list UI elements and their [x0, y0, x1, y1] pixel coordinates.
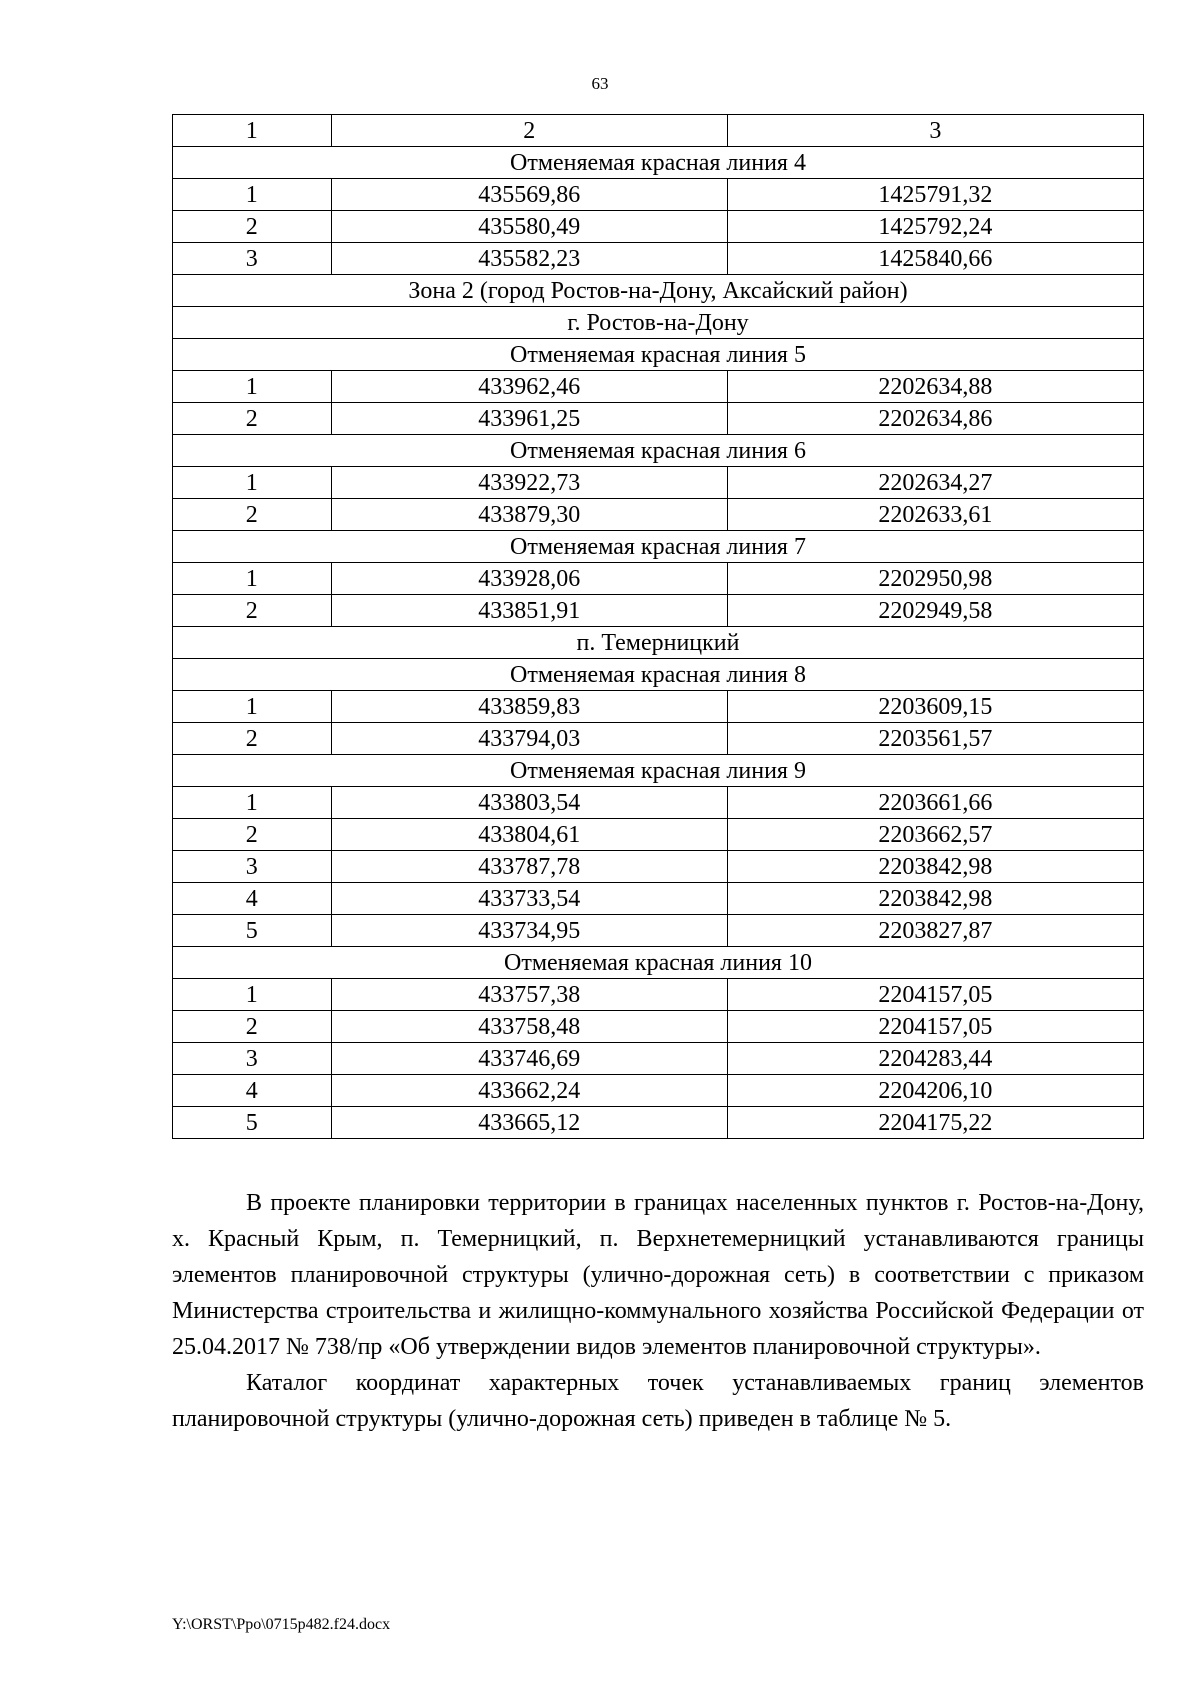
- y-coordinate-cell: 2202634,88: [727, 371, 1143, 403]
- point-number-cell: 5: [173, 1107, 332, 1139]
- table-row: [173, 979, 1144, 1011]
- x-coordinate-cell: 433961,25: [331, 403, 727, 435]
- section-title: Отменяемая красная линия 6: [173, 435, 1144, 467]
- y-coordinate-cell: 2204157,05: [727, 979, 1143, 1011]
- x-coordinate-cell: 433757,38: [331, 979, 727, 1011]
- table-row: [173, 563, 1144, 595]
- table-row: [173, 851, 1144, 883]
- section-title: Отменяемая красная линия 4: [173, 147, 1144, 179]
- paragraph-coordinates-catalog: Каталог координат характерных точек устанавливаемых границ элементов планировочной структуры (улично-дорожная сеть) приведен в таблице № 5.: [172, 1370, 1144, 1432]
- x-coordinate-cell: 433879,30: [331, 499, 727, 531]
- section-row: [173, 659, 1144, 691]
- section-row: [173, 307, 1144, 339]
- x-coordinate-cell: 433787,78: [331, 851, 727, 883]
- section-row: [173, 339, 1144, 371]
- table-row: [173, 1075, 1144, 1107]
- section-row: [173, 755, 1144, 787]
- table-row: [173, 595, 1144, 627]
- x-coordinate-cell: 433859,83: [331, 691, 727, 723]
- point-number-cell: 1: [173, 563, 332, 595]
- point-number-cell: 1: [173, 371, 332, 403]
- point-number-cell: 1: [173, 787, 332, 819]
- y-coordinate-cell: 2204283,44: [727, 1043, 1143, 1075]
- y-coordinate-cell: 2202949,58: [727, 595, 1143, 627]
- table-row: [173, 723, 1144, 755]
- section-row: [173, 531, 1144, 563]
- point-number-cell: 4: [173, 1075, 332, 1107]
- section-row: [173, 435, 1144, 467]
- y-coordinate-cell: 2203842,98: [727, 883, 1143, 915]
- table-row: [173, 1107, 1144, 1139]
- y-coordinate-cell: 1425791,32: [727, 179, 1143, 211]
- section-title: Зона 2 (город Ростов-на-Дону, Аксайский район): [173, 275, 1144, 307]
- table-row: [173, 1011, 1144, 1043]
- table-row: [173, 179, 1144, 211]
- point-number-cell: 1: [173, 179, 332, 211]
- point-number-cell: 3: [173, 1043, 332, 1075]
- section-row: [173, 275, 1144, 307]
- table-header-row: [173, 115, 1144, 147]
- y-coordinate-cell: 2203662,57: [727, 819, 1143, 851]
- point-number-cell: 4: [173, 883, 332, 915]
- point-number-cell: 2: [173, 499, 332, 531]
- section-title: п. Темерницкий: [173, 627, 1144, 659]
- point-number-cell: 1: [173, 467, 332, 499]
- table-row: [173, 883, 1144, 915]
- table-row: [173, 371, 1144, 403]
- point-number-cell: 5: [173, 915, 332, 947]
- x-coordinate-cell: 433851,91: [331, 595, 727, 627]
- x-coordinate-cell: 433794,03: [331, 723, 727, 755]
- y-coordinate-cell: 2203842,98: [727, 851, 1143, 883]
- x-coordinate-cell: 433803,54: [331, 787, 727, 819]
- y-coordinate-cell: 2203609,15: [727, 691, 1143, 723]
- x-coordinate-cell: 433733,54: [331, 883, 727, 915]
- table-row: [173, 1043, 1144, 1075]
- table-row: [173, 467, 1144, 499]
- point-number-cell: 1: [173, 979, 332, 1011]
- section-title: Отменяемая красная линия 10: [173, 947, 1144, 979]
- point-number-cell: 3: [173, 243, 332, 275]
- y-coordinate-cell: 2204175,22: [727, 1107, 1143, 1139]
- y-coordinate-cell: 1425840,66: [727, 243, 1143, 275]
- y-coordinate-cell: 2202950,98: [727, 563, 1143, 595]
- point-number-cell: 2: [173, 819, 332, 851]
- y-coordinate-cell: 2202634,86: [727, 403, 1143, 435]
- point-number-cell: 2: [173, 595, 332, 627]
- y-coordinate-cell: 2204206,10: [727, 1075, 1143, 1107]
- x-coordinate-cell: 433734,95: [331, 915, 727, 947]
- table-row: [173, 243, 1144, 275]
- column-header-number: 1: [173, 115, 332, 147]
- section-title: Отменяемая красная линия 7: [173, 531, 1144, 563]
- table-row: [173, 211, 1144, 243]
- section-title: Отменяемая красная линия 9: [173, 755, 1144, 787]
- table-row: [173, 691, 1144, 723]
- page-number: 63: [591, 74, 609, 93]
- x-coordinate-cell: 433928,06: [331, 563, 727, 595]
- coordinates-table-body: [173, 115, 1144, 1139]
- y-coordinate-cell: 2202634,27: [727, 467, 1143, 499]
- point-number-cell: 3: [173, 851, 332, 883]
- table-row: [173, 915, 1144, 947]
- x-coordinate-cell: 433758,48: [331, 1011, 727, 1043]
- x-coordinate-cell: 433746,69: [331, 1043, 727, 1075]
- x-coordinate-cell: 435582,23: [331, 243, 727, 275]
- x-coordinate-cell: 433922,73: [331, 467, 727, 499]
- point-number-cell: 2: [173, 211, 332, 243]
- paragraph-planning-project: В проекте планировки территории в границах населенных пунктов г. Ростов-на-Дону, х. Красный Крым, п. Темерницкий, п. Верхнетемерницкий устанавливаются границы элементов планировочной структуры (улично-дорожная сеть) в соответствии с приказом Министерства строительства и жилищно-коммунального хозяйства Российской Федерации от 25.04.2017 № 738/пр «Об утверждении видов элементов планировочной структуры».: [172, 1190, 1144, 1360]
- point-number-cell: 2: [173, 723, 332, 755]
- coordinates-table: [172, 114, 1144, 1139]
- table-row: [173, 403, 1144, 435]
- column-header-y: 3: [727, 115, 1143, 147]
- x-coordinate-cell: 433662,24: [331, 1075, 727, 1107]
- y-coordinate-cell: 2203827,87: [727, 915, 1143, 947]
- x-coordinate-cell: 433665,12: [331, 1107, 727, 1139]
- x-coordinate-cell: 433962,46: [331, 371, 727, 403]
- y-coordinate-cell: 2204157,05: [727, 1011, 1143, 1043]
- y-coordinate-cell: 1425792,24: [727, 211, 1143, 243]
- y-coordinate-cell: 2202633,61: [727, 499, 1143, 531]
- point-number-cell: 2: [173, 403, 332, 435]
- point-number-cell: 2: [173, 1011, 332, 1043]
- section-title: Отменяемая красная линия 5: [173, 339, 1144, 371]
- x-coordinate-cell: 435580,49: [331, 211, 727, 243]
- y-coordinate-cell: 2203561,57: [727, 723, 1143, 755]
- section-row: [173, 147, 1144, 179]
- section-title: г. Ростов-на-Дону: [173, 307, 1144, 339]
- section-row: [173, 947, 1144, 979]
- section-title: Отменяемая красная линия 8: [173, 659, 1144, 691]
- table-row: [173, 499, 1144, 531]
- point-number-cell: 1: [173, 691, 332, 723]
- table-row: [173, 787, 1144, 819]
- x-coordinate-cell: 435569,86: [331, 179, 727, 211]
- column-header-x: 2: [331, 115, 727, 147]
- x-coordinate-cell: 433804,61: [331, 819, 727, 851]
- y-coordinate-cell: 2203661,66: [727, 787, 1143, 819]
- footer-file-path: Y:\ORST\Ppo\0715p482.f24.docx: [172, 1616, 391, 1633]
- table-row: [173, 819, 1144, 851]
- section-row: [173, 627, 1144, 659]
- body-text: [172, 1185, 1144, 1437]
